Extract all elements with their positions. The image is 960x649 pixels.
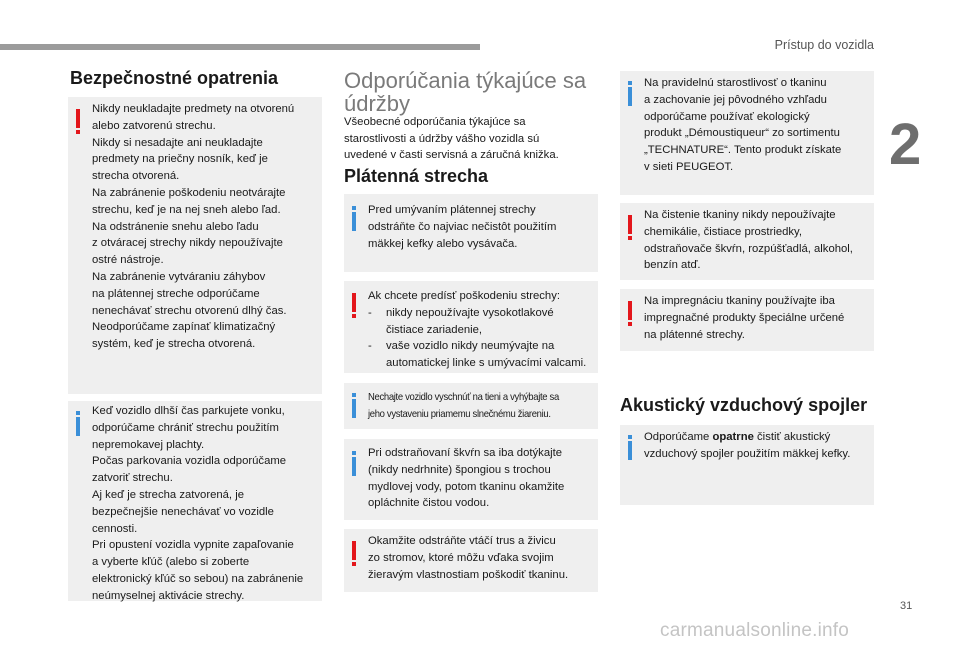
chapter-number: 2 <box>889 112 922 177</box>
warning-exclamation-icon <box>627 215 633 241</box>
maintenance-intro: Všeobecné odporúčania týkajúce sa starostlivosti a údržby vášho vozidla sú uvedené v časti servisná a záručná knižka. <box>344 116 559 161</box>
warning-exclamation-icon <box>351 541 357 567</box>
warning-box-impregnation <box>620 289 874 351</box>
emphasis-text: opatrne <box>712 431 754 443</box>
warning-exclamation-icon <box>75 109 81 135</box>
warning-content <box>368 288 592 372</box>
info-text: Odporúčame opatrne čistiť akustický vzduchový spojler použitím mäkkej kefky. <box>644 431 851 460</box>
info-i-icon <box>627 81 633 107</box>
warning-text: Okamžite odstráňte vtáčí trus a živicu zo stromov, ktoré môžu vďaka svojim žieravým vlastnostiam poškodiť tkaninu. <box>368 535 569 581</box>
warning-box-bird-droppings <box>344 529 598 592</box>
info-text: Na pravidelnú starostlivosť o tkaninu a zachovanie jej pôvodného vzhľadu odporúčame používať ekologický produkt „Démoustiqueur“ zo sortimentu „TECHNATURE“. Tento produkt získate v sieti PEUGEOT. <box>644 77 842 173</box>
info-box-parking <box>68 401 322 601</box>
warning-list <box>368 305 592 372</box>
info-i-icon <box>75 411 81 437</box>
info-text: Nechajte vozidlo vyschnúť na tieni a vyhýbajte sa jeho vystaveniu priamemu slnečnému žiareniu. <box>368 392 559 420</box>
list-item: - vaše vozidlo nikdy neumývajte na automatickej linke s umývacími valcami. <box>368 340 587 370</box>
info-i-icon <box>627 435 633 461</box>
heading-maintenance: Odporúčania týkajúce sa údržby <box>344 68 587 116</box>
info-i-icon <box>351 451 357 477</box>
warning-box-avoid-damage <box>344 281 598 373</box>
warning-text: Na impregnáciu tkaniny používajte iba impregnačné produkty špeciálne určené na plátenné strechy. <box>644 295 845 341</box>
page-number: 31 <box>900 600 913 612</box>
heading-canvas-roof: Plátenná strecha <box>344 166 489 186</box>
info-i-icon <box>351 393 357 419</box>
warning-title: Ak chcete predísť poškodeniu strechy: <box>368 290 560 302</box>
info-text: Keď vozidlo dlhší čas parkujete vonku, odporúčame chrániť strechu použitím nepremokavej plachty. Počas parkovania vozidla odporúčame zatvoriť strechu. Aj keď je strecha zatvorená, je bezpečnejšie nenechávať vo vozidle cennosti. Pri opustení vozidla vypnite zapaľovanie a vyberte kľúč (alebo si zoberte elektronický kľúč so sebou) na zabránenie neúmyselnej aktivácie strechy. <box>92 405 304 602</box>
warning-exclamation-icon <box>351 293 357 319</box>
heading-safety-precautions: Bezpečnostné opatrenia <box>70 68 279 88</box>
warning-box-chemicals <box>620 203 874 280</box>
info-text: Pred umývaním plátennej strechy odstráňte čo najviac nečistôt použitím mäkkej kefky alebo vysávača. <box>368 204 557 250</box>
warning-text: Na čistenie tkaniny nikdy nepoužívajte chemikálie, čistiace prostriedky, odstraňovače škvŕn, rozpúšťadlá, alkohol, benzín atď. <box>644 209 853 272</box>
watermark: carmanualsonline.info <box>660 620 850 641</box>
header-rule <box>0 44 480 50</box>
heading-acoustic-spoiler: Akustický vzduchový spojler <box>620 395 868 415</box>
info-box-stain-removal <box>344 439 598 520</box>
warning-text: Nikdy neukladajte predmety na otvorenú alebo zatvorenú strechu. Nikdy si nesadajte ani neukladajte predmety na priečny nosník, keď je strecha otvorená. Na zabránenie poškodeniu neotvárajte strechu, keď je na nej sneh alebo ľad. Na odstránenie snehu alebo ľadu z otváracej strechy nikdy nepoužívajte ostré nástroje. Na zabránenie vytváraniu záhybov na plátennej streche odporúčame nenechávať strechu otvorenú dlhý čas. Neodporúčame zapínať klimatizačný systém, keď je strecha otvorená. <box>92 103 295 351</box>
info-text: Pri odstraňovaní škvŕn sa iba dotýkajte (nikdy nedrhnite) špongiou s trochou mydlovej vody, potom tkaninu okamžite opláchnite čistou vodou. <box>368 447 565 510</box>
info-box-before-washing <box>344 194 598 272</box>
info-box-dry-in-shade <box>344 383 598 429</box>
info-i-icon <box>351 206 357 232</box>
info-box-acoustic-spoiler <box>620 425 874 505</box>
warning-exclamation-icon <box>627 301 633 327</box>
warning-box-roof-safety <box>68 97 322 394</box>
list-item: - nikdy nepoužívajte vysokotlakové čistiace zariadenie, <box>368 306 554 336</box>
section-title: Prístup do vozidla <box>774 38 874 52</box>
info-box-fabric-care <box>620 71 874 195</box>
